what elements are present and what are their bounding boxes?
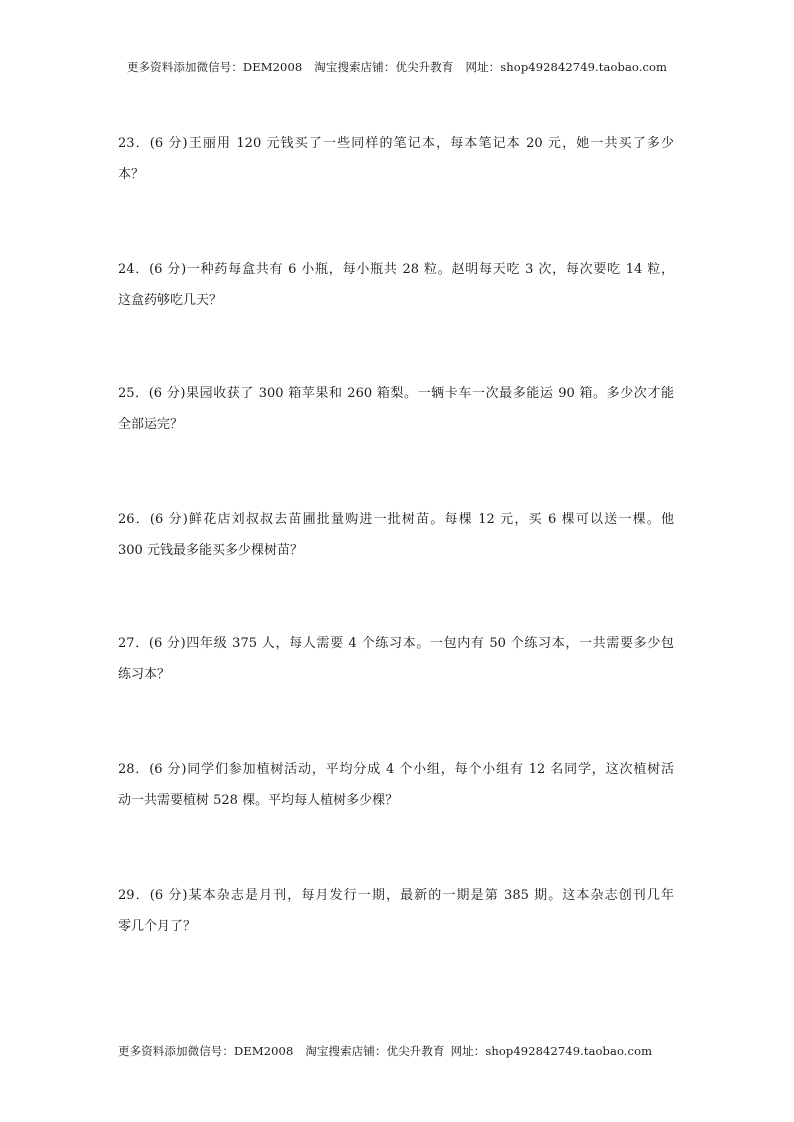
question-24 [118,254,674,316]
question-text-line: 全部运完？ [118,417,184,432]
question-25 [118,378,674,440]
page-footer [118,1043,652,1059]
question-text-line: 300 元钱最多能买多少棵树苗？ [118,543,303,558]
question-text-line: 23．(6 分)王丽用 120 元钱买了一些同样的笔记本，每本笔记本 20 元，她一共买了多少 [118,136,674,151]
question-28 [118,754,674,816]
question-text-line: 练习本？ [118,667,171,682]
question-text-line: 本？ [118,167,145,182]
header-shop: 淘宝搜索店铺：优尖升教育 [314,60,454,74]
question-text-line: 零几个月了？ [118,919,197,934]
question-text-line: 24．(6 分)一种药每盒共有 6 小瓶，每小瓶共 28 粒。赵明每天吃 3 次，每次要吃 14 粒， [118,262,674,277]
question-26 [118,504,674,566]
question-text-line: 动一共需要植树 528 棵。平均每人植树多少棵？ [118,793,399,808]
question-text-line: 29．(6 分)某本杂志是月刊，每月发行一期，最新的一期是第 385 期。这本杂志创刊几年 [118,888,674,903]
question-text-line: 这盒药够吃几天？ [118,293,223,308]
header-wechat: 更多资料添加微信号：DEM2008 [126,60,303,74]
question-text-line: 27．(6 分)四年级 375 人，每人需要 4 个练习本。一包内有 50 个练习本，一共需要多少包 [118,636,674,651]
footer-url: 网址：shop492842749.taobao.com [450,1044,653,1058]
header-url: 网址：shop492842749.taobao.com [465,60,668,74]
question-23 [118,128,674,190]
question-27 [118,628,674,690]
footer-shop: 淘宝搜索店铺：优尖升教育 [305,1044,445,1058]
question-text-line: 26．(6 分)鲜花店刘叔叔去苗圃批量购进一批树苗。每棵 12 元，买 6 棵可以送一棵。他 [118,512,674,527]
page-header [0,59,794,75]
question-text-line: 25．(6 分)果园收获了 300 箱苹果和 260 箱梨。一辆卡车一次最多能运 90 箱。多少次才能 [118,386,674,401]
question-text-line: 28．(6 分)同学们参加植树活动，平均分成 4 个小组，每个小组有 12 名同学，这次植树活 [118,762,674,777]
question-29 [118,880,674,942]
footer-wechat: 更多资料添加微信号：DEM2008 [118,1044,294,1058]
